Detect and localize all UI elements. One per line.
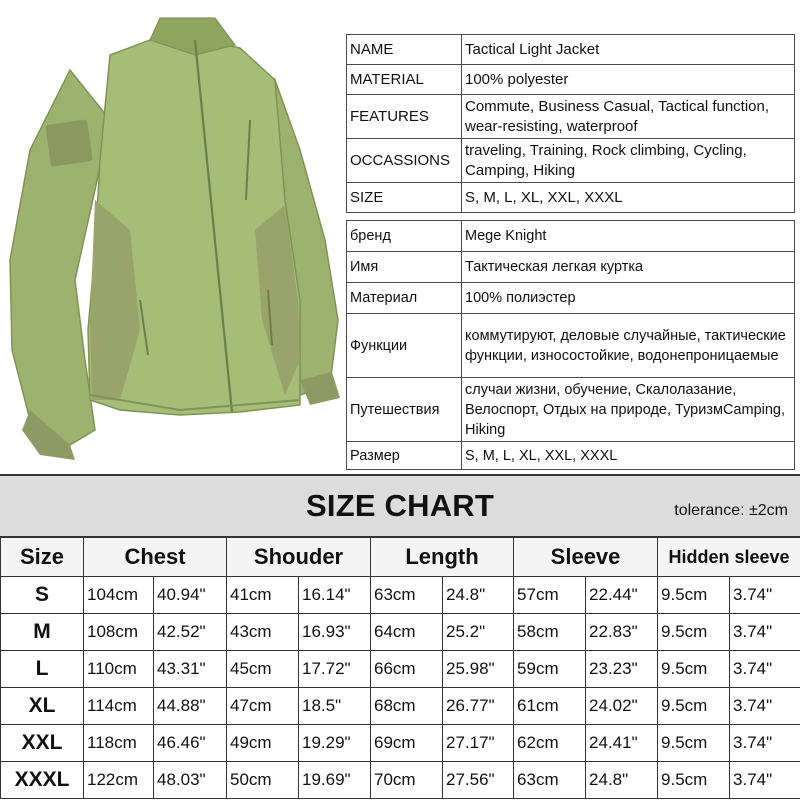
spec-key: OCCASSIONS [347,139,462,183]
spec-value: S, M, L, XL, XXL, XXXL [462,442,795,470]
col-header-hidden-sleeve: Hidden sleeve [658,538,800,577]
size-value-cell: 24.8" [443,577,514,614]
size-value-cell: 3.74" [730,651,800,688]
spec-row [347,252,795,283]
size-value-cell: 68cm [371,688,443,725]
size-value-cell: 62cm [514,725,586,762]
size-label: M [1,614,84,651]
spec-value: Tactical Light Jacket [462,35,795,65]
spec-key: Материал [347,283,462,314]
table-row [1,577,800,614]
spec-row [347,35,795,65]
size-value-cell: 9.5cm [658,762,730,799]
size-value-cell: 9.5cm [658,614,730,651]
spec-key: Имя [347,252,462,283]
col-header-length: Length [371,538,514,577]
spec-value: коммутируют, деловые случайные, тактические функции, износостойкие, водонепроницаемые [462,314,795,378]
spec-value: S, M, L, XL, XXL, XXXL [462,183,795,213]
size-value-cell: 16.93" [299,614,371,651]
size-value-cell: 9.5cm [658,725,730,762]
col-header-shoulder: Shouder [227,538,371,577]
table-row [1,725,800,762]
size-label: L [1,651,84,688]
size-value-cell: 48.03" [154,762,227,799]
spec-value: Тактическая легкая куртка [462,252,795,283]
size-value-cell: 46.46" [154,725,227,762]
size-value-cell: 24.41" [586,725,658,762]
size-value-cell: 17.72" [299,651,371,688]
spec-key: NAME [347,35,462,65]
size-value-cell: 40.94" [154,577,227,614]
size-value-cell: 9.5cm [658,651,730,688]
product-photo [0,0,345,468]
size-value-cell: 49cm [227,725,299,762]
spec-row [347,283,795,314]
table-row [1,651,800,688]
size-value-cell: 58cm [514,614,586,651]
jacket-image [0,0,345,468]
size-value-cell: 26.77" [443,688,514,725]
table-row [1,614,800,651]
size-value-cell: 19.69" [299,762,371,799]
size-value-cell: 18.5" [299,688,371,725]
col-header-sleeve: Sleeve [514,538,658,577]
col-header-chest: Chest [84,538,227,577]
size-value-cell: 118cm [84,725,154,762]
size-value-cell: 16.14" [299,577,371,614]
size-value-cell: 3.74" [730,688,800,725]
size-value-cell: 41cm [227,577,299,614]
size-value-cell: 3.74" [730,614,800,651]
size-chart-body [1,577,800,799]
size-value-cell: 43cm [227,614,299,651]
spec-table-russian [346,220,795,470]
size-value-cell: 25.2" [443,614,514,651]
spec-value: 100% polyester [462,65,795,95]
size-value-cell: 43.31" [154,651,227,688]
size-value-cell: 24.02" [586,688,658,725]
spec-row [347,95,795,139]
size-value-cell: 64cm [371,614,443,651]
spec-row [347,65,795,95]
spec-key: Функции [347,314,462,378]
size-value-cell: 104cm [84,577,154,614]
size-chart-title: SIZE CHART [306,488,494,523]
size-value-cell: 22.83" [586,614,658,651]
col-header-size: Size [1,538,84,577]
size-chart-header [0,474,800,537]
spec-table-english [346,34,795,213]
table-row [1,762,800,799]
spec-key: MATERIAL [347,65,462,95]
spec-value: случаи жизни, обучение, Скалолазание, Велоспорт, Отдых на природе, ТуризмCamping, Hiking [462,378,795,442]
spec-key: Размер [347,442,462,470]
size-value-cell: 23.23" [586,651,658,688]
size-value-cell: 22.44" [586,577,658,614]
size-value-cell: 44.88" [154,688,227,725]
size-value-cell: 50cm [227,762,299,799]
spec-value: traveling, Training, Rock climbing, Cycling, Camping, Hiking [462,139,795,183]
size-value-cell: 3.74" [730,725,800,762]
tolerance-note: tolerance: ±2cm [674,502,788,519]
size-value-cell: 42.52" [154,614,227,651]
size-value-cell: 63cm [514,762,586,799]
spec-value: Commute, Business Casual, Tactical function, wear-resisting, waterproof [462,95,795,139]
size-value-cell: 25.98" [443,651,514,688]
spec-row [347,378,795,442]
size-label: S [1,577,84,614]
spec-row [347,221,795,252]
size-chart-table [0,537,800,799]
size-value-cell: 47cm [227,688,299,725]
spec-key: Путешествия [347,378,462,442]
spec-row [347,314,795,378]
size-value-cell: 114cm [84,688,154,725]
spec-value: 100% полиэстер [462,283,795,314]
size-value-cell: 9.5cm [658,577,730,614]
size-value-cell: 61cm [514,688,586,725]
size-value-cell: 70cm [371,762,443,799]
spec-row [347,139,795,183]
size-value-cell: 66cm [371,651,443,688]
spec-key: FEATURES [347,95,462,139]
size-value-cell: 27.17" [443,725,514,762]
size-chart-header-row [1,538,800,577]
size-value-cell: 9.5cm [658,688,730,725]
size-value-cell: 69cm [371,725,443,762]
spec-value: Mege Knight [462,221,795,252]
spec-key: SIZE [347,183,462,213]
size-value-cell: 45cm [227,651,299,688]
size-value-cell: 59cm [514,651,586,688]
table-row [1,688,800,725]
size-label: XL [1,688,84,725]
spec-row [347,183,795,213]
size-value-cell: 3.74" [730,577,800,614]
size-value-cell: 3.74" [730,762,800,799]
size-label: XXXL [1,762,84,799]
size-value-cell: 108cm [84,614,154,651]
size-value-cell: 19.29" [299,725,371,762]
spec-key: бренд [347,221,462,252]
size-value-cell: 24.8" [586,762,658,799]
size-value-cell: 27.56" [443,762,514,799]
size-value-cell: 57cm [514,577,586,614]
size-value-cell: 63cm [371,577,443,614]
size-value-cell: 110cm [84,651,154,688]
size-label: XXL [1,725,84,762]
spec-row [347,442,795,470]
size-value-cell: 122cm [84,762,154,799]
